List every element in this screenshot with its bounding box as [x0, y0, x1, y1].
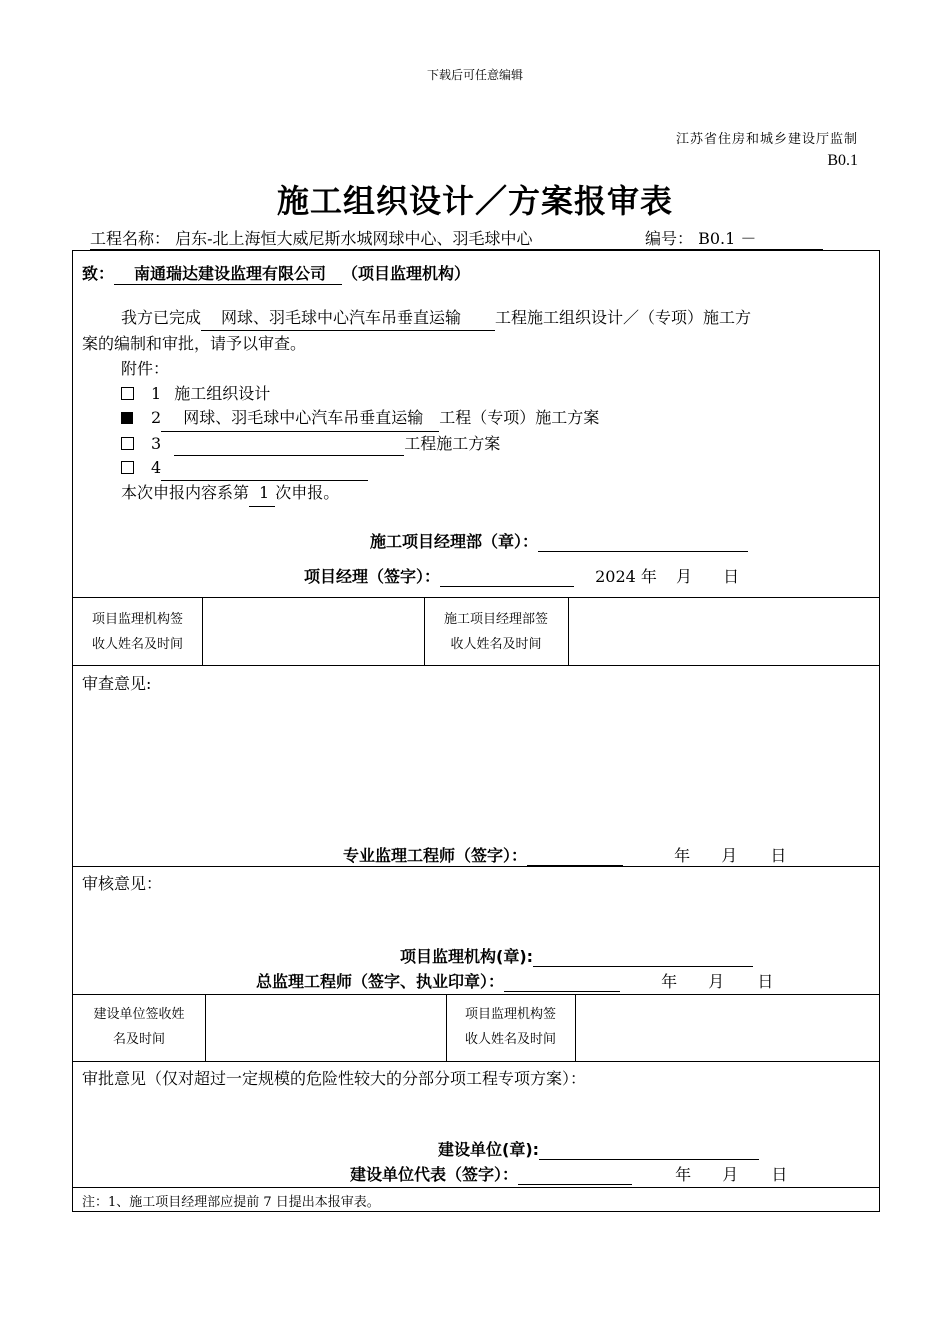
declare-prefix: 本次申报内容系第 [121, 482, 250, 502]
sign1-right-label: 施工项目经理部签 收人姓名及时间 [443, 612, 548, 652]
body-prefix: 我方已完成 [121, 308, 202, 327]
review-day: 日 [770, 846, 787, 865]
pm-sign-line [304, 564, 739, 587]
declare-count[interactable]: 1 [249, 481, 275, 507]
attachment-num: 2 [151, 408, 162, 428]
audit-org-line [400, 944, 753, 967]
chief-label: 总监理工程师（签字、执业印章）： [256, 972, 505, 991]
checkbox-checked-icon[interactable] [121, 412, 133, 424]
dept-seal-blank[interactable] [538, 533, 748, 552]
audit-year: 年 [661, 972, 678, 991]
audit-label: 审核意见： [82, 874, 163, 893]
attachment-num: 4 [151, 458, 162, 478]
form-table [72, 250, 880, 1212]
attachment-item[interactable] [121, 432, 599, 457]
declare-suffix: 次申报。 [275, 482, 340, 502]
engineer-sign-blank[interactable] [527, 847, 623, 866]
attachment-text[interactable]: 网球、羽毛球中心汽车吊垂直运输 [161, 406, 439, 432]
attachment-blank[interactable] [161, 462, 368, 481]
project-name-field[interactable] [90, 226, 645, 250]
attachment-num: 3 [151, 433, 162, 453]
attachment-suffix: 工程（专项）施工方案 [439, 408, 600, 428]
sign2-right-label: 项目监理机构签 收人姓名及时间 [464, 1007, 556, 1047]
checkbox-unchecked-icon[interactable] [121, 437, 134, 450]
attachment-num: 1 [151, 383, 162, 403]
review-month: 月 [721, 846, 738, 865]
attachment-item[interactable] [121, 406, 599, 432]
rep-sign-blank[interactable] [518, 1166, 632, 1185]
project-number-label: 编号： [645, 229, 694, 248]
rep-sign-line [350, 1162, 787, 1185]
body-suffix: 工程施工组织设计／（专项）施工方 [495, 308, 752, 327]
unit-label: 建设单位(章): [438, 1140, 540, 1159]
audit-org-label: 项目监理机构(章): [400, 947, 534, 966]
declaration [121, 481, 599, 507]
form-title: 施工组织设计／方案报审表 [276, 182, 673, 220]
project-line [90, 226, 823, 250]
download-note: 下载后可任意编辑 [426, 68, 523, 82]
unit-seal-blank[interactable] [539, 1141, 759, 1160]
pm-sign-blank[interactable] [440, 568, 574, 587]
project-number-field[interactable] [645, 226, 823, 250]
attachment-item[interactable] [121, 382, 599, 407]
supervision-label: 江苏省住房和城乡建设厅监制 [675, 132, 858, 147]
chief-sign-line [256, 969, 773, 992]
chief-sign-blank[interactable] [504, 973, 620, 992]
rep-label: 建设单位代表（签字）： [350, 1165, 519, 1184]
approval-label: 审批意见（仅对超过一定规模的危险性较大的分部分项工程专项方案）： [82, 1069, 587, 1088]
completion-paragraph [82, 305, 872, 356]
pm-label: 项目经理（签字）： [304, 567, 441, 586]
attachments-label: 附件： [121, 359, 170, 378]
engineer-label: 专业监理工程师（签字）： [343, 846, 528, 865]
approval-year: 年 [675, 1165, 692, 1184]
dept-label: 施工项目经理部（章）： [370, 532, 539, 551]
sign2-left-label: 建设单位签收姓 名及时间 [93, 1007, 185, 1047]
attachment-text: 施工组织设计 [174, 383, 271, 403]
project-name: 启东-北上海恒大威尼斯水城网球中心、羽毛球中心 [175, 229, 533, 248]
supervision-org[interactable]: 南通瑞达建设监理有限公司 [114, 261, 342, 285]
sign1-right-field[interactable] [569, 598, 879, 664]
form-code: B0.1 [827, 152, 858, 169]
checkbox-unchecked-icon[interactable] [121, 461, 134, 474]
attachments [121, 357, 599, 507]
sign2-right-field[interactable] [576, 995, 879, 1060]
completed-item[interactable]: 网球、羽毛球中心汽车吊垂直运输 [201, 305, 495, 331]
review-sign-line [343, 843, 786, 866]
checkbox-unchecked-icon[interactable] [121, 387, 134, 400]
footnote: 注：1、施工项目经理部应提前 7 日提出本报审表。 [82, 1195, 380, 1210]
audit-org-seal-blank[interactable] [533, 948, 753, 967]
approval-month: 月 [722, 1165, 739, 1184]
body-line2: 案的编制和审批，请予以审查。 [82, 334, 307, 353]
date-day: 日 [723, 567, 740, 586]
project-name-label: 工程名称： [90, 229, 171, 248]
review-label: 审查意见: [82, 674, 152, 693]
dept-seal-line [370, 529, 748, 552]
sign2-left-field[interactable] [206, 995, 445, 1060]
audit-day: 日 [757, 972, 774, 991]
org-suffix: （项目监理机构） [342, 264, 471, 283]
attachment-suffix: 工程施工方案 [404, 433, 501, 453]
approval-day: 日 [771, 1165, 788, 1184]
to-line [82, 261, 470, 285]
sign1-left-field[interactable] [203, 598, 423, 664]
project-number: B0.1 － [698, 229, 757, 248]
to-label: 致： [82, 264, 115, 283]
review-year: 年 [674, 846, 691, 865]
unit-seal-line [438, 1137, 759, 1160]
sign1-left-label: 项目监理机构签 收人姓名及时间 [91, 612, 183, 652]
date-year: 2024 年 [595, 567, 657, 586]
review-opinion-field[interactable] [82, 697, 872, 837]
attachment-blank[interactable] [174, 437, 404, 456]
attachment-item[interactable] [121, 456, 599, 481]
audit-month: 月 [708, 972, 725, 991]
date-month: 月 [676, 567, 693, 586]
